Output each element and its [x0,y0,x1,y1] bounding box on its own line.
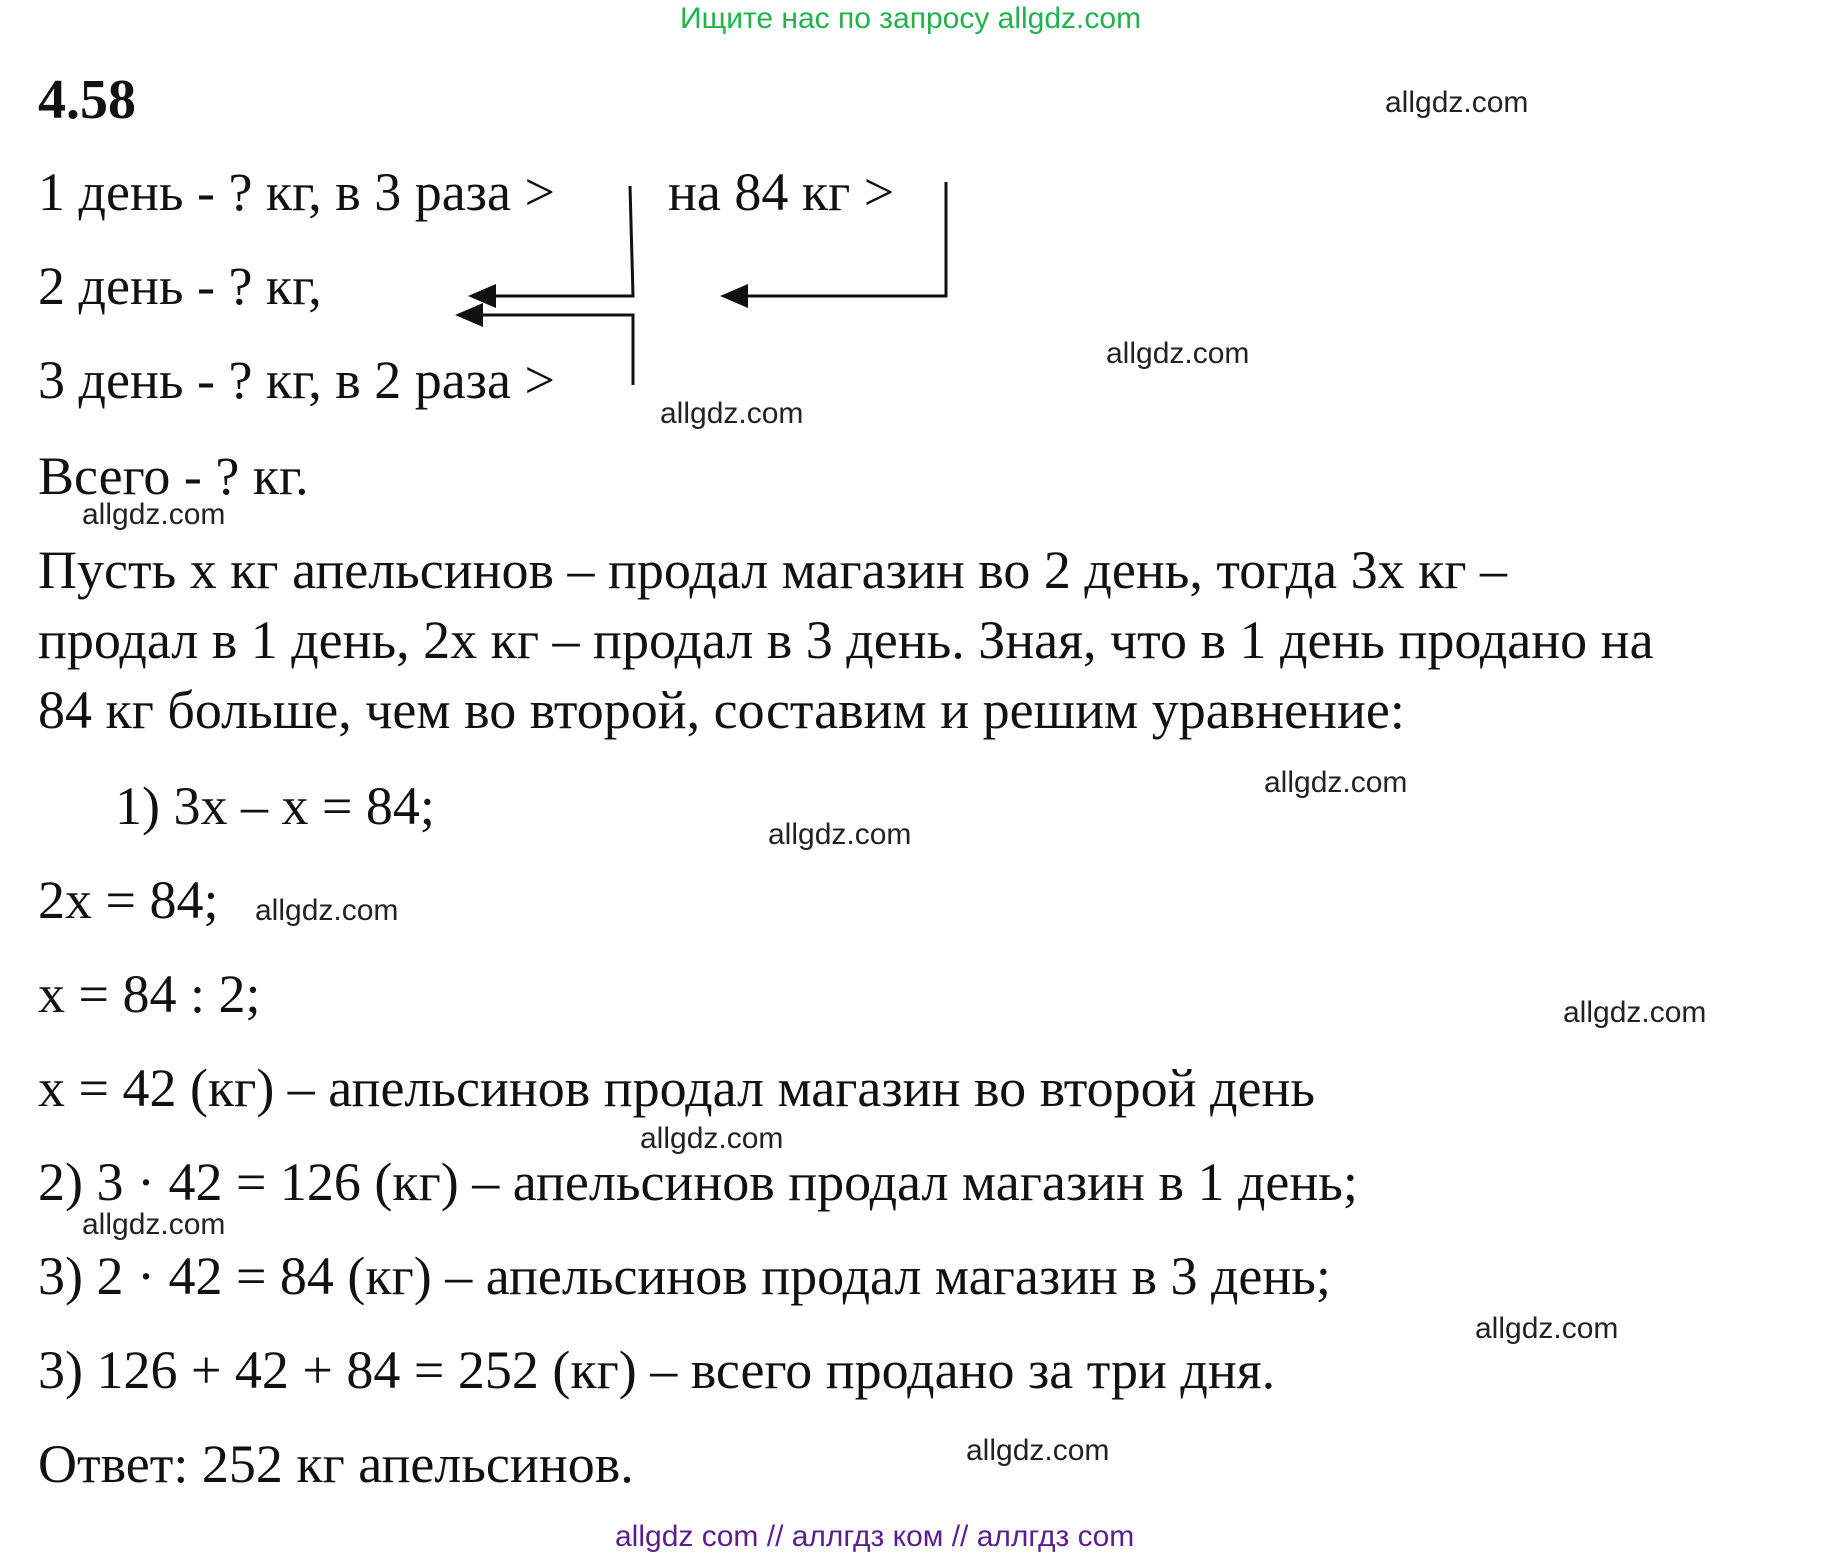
watermark: allgdz.com [966,1434,1110,1467]
watermark: allgdz.com [1475,1312,1619,1345]
scheme-day3: 3 день - ? кг, в 2 раза > [38,350,555,410]
solution-eq4: х = 42 (кг) – апельсинов продал магазин во второй день [38,1058,1316,1118]
solution-step2: 2) 3 · 42 = 126 (кг) – апельсинов продал магазин в 1 день; [38,1152,1358,1212]
solution-answer: Ответ: 252 кг апельсинов. [38,1434,634,1494]
solution-intro-line3: 84 кг больше, чем во второй, составим и решим уравнение: [38,680,1405,740]
solution-step3: 3) 2 · 42 = 84 (кг) – апельсинов продал магазин в 3 день; [38,1246,1331,1306]
arrow-day3-to-day2 [475,315,633,385]
watermark: allgdz.com [1563,996,1707,1029]
scheme-day1: 1 день - ? кг, в 3 раза > [38,162,555,222]
arrowhead-2 [455,303,483,327]
solution-eq2: 2х = 84; [38,870,219,930]
scheme-day2: 2 день - ? кг, [38,256,322,316]
watermark: allgdz.com [82,1208,226,1241]
watermark: allgdz.com [1106,337,1250,370]
watermark: allgdz.com [640,1122,784,1155]
solution-intro-line2: продал в 1 день, 2х кг – продал в 3 день. Зная, что в 1 день продано на [38,610,1654,670]
watermark: allgdz.com [768,818,912,851]
solution-step4: 3) 126 + 42 + 84 = 252 (кг) – всего продано за три дня. [38,1340,1276,1400]
solution-step1: 1) 3х – х = 84; [115,776,435,836]
problem-number: 4.58 [38,69,136,131]
solution-eq3: х = 84 : 2; [38,964,261,1024]
watermark: allgdz.com [660,397,804,430]
watermark: allgdz.com [82,498,226,531]
top-banner: Ищите нас по запросу allgdz.com [680,2,1142,35]
solution-intro-line1: Пусть х кг апельсинов – продал магазин во 2 день, тогда 3х кг – [38,540,1508,600]
watermark: allgdz.com [1264,766,1408,799]
watermark: allgdz.com [255,894,399,927]
arrow-more-by [745,182,946,296]
bottom-banner: allgdz com // аллгдз ком // аллгдз com [615,1520,1135,1553]
arrow-day1-to-day2 [490,186,633,296]
arrowhead-3 [720,284,748,308]
watermark: allgdz.com [1385,86,1529,119]
scheme-more-by: на 84 кг > [668,162,895,222]
scheme-total: Всего - ? кг. [38,446,309,506]
